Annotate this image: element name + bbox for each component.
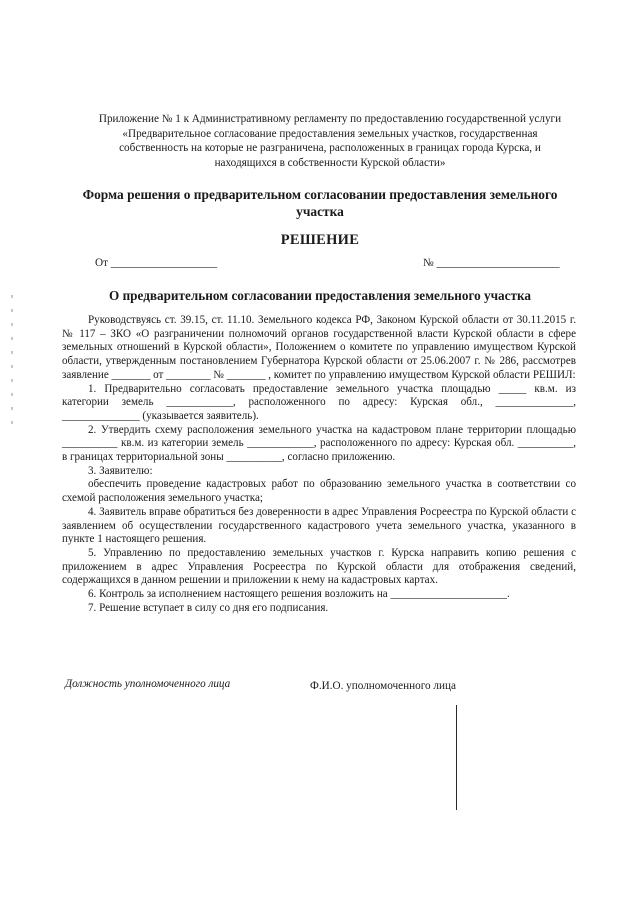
decision-body [62,314,576,615]
appendix-line: Приложение № 1 к Административному регламенту по предоставлению государственной услуги [98,113,562,125]
appendix-line: собственность на которые не разграничена, расположенных в границах города Курска, и [119,142,541,154]
item-3-text: обеспечить проведение кадастровых работ по образованию земельного участка в соответствии со схемой расположения земельного участка; [62,478,576,505]
signatory-position: Должность уполномоченного лица [65,678,231,690]
item-7: 7. Решение вступает в силу со дня его подписания. [88,601,329,614]
decision-subject: О предварительном согласовании предоставления земельного участка [109,288,531,303]
form-title: Форма решения о предварительном согласовании предоставления земельного участка [82,187,558,219]
number-field: № ______________________ [423,257,560,269]
appendix-header [70,112,590,170]
appendix-line: находящихся в собственности Курской области» [214,156,446,169]
signatory-name: Ф.И.О. уполномоченного лица [310,680,456,692]
decision-title: РЕШЕНИЕ [280,232,360,248]
item-1: 1. Предварительно согласовать предоставление земельного участка площадью _____ кв.м. из категории земель ____________, расположенного по адресу: Курская обл., ______________, ______________ (указывается заявитель). [62,382,576,422]
binding-holes [11,295,13,425]
item-4: 4. Заявитель вправе обратиться без доверенности в адрес Управления Росреестра по Курской области с заявлением об осуществлении государственного кадастрового учета земельного участка, указанного в пункте 1 настоящего решения. [62,505,576,546]
item-5: 5. Управлению по предоставлению земельных участков г. Курска направить копию решения с приложением в адрес Управления Росреестра по Курской области для отображения сведений, содержащихся в данном решении и приложении к нему на кадастровых картах. [62,546,576,587]
intro-paragraph: Руководствуясь ст. 39.15, ст. 11.10. Земельного кодекса РФ, Законом Курской области от 30.11.2015 г. № 117 – ЗКО «О разграничении полномочий органов государственной власти Курской области в сфере земельных отношений в Курской области», Положением о комитете по управлению имуществом Курской области, утвержденным постановлением Губернатора Курской области от 25.06.2007 г. № 286, рассмотрев заявление _______ от ________ № _______ , комитет по управлению имуществом Курской области РЕШИЛ: [62,314,576,381]
item-6: 6. Контроль за исполнением настоящего решения возложить на _____________________. [88,588,510,601]
item-3: 3. Заявителю: [88,464,153,477]
item-2: 2. Утвердить схему расположения земельного участка на кадастровом плане территории площадью __________ кв.м. из категории земель ____________, расположенного по адресу: Курская обл. __________, в границах территориальной зоны __________, согласно приложению. [62,423,576,464]
date-field: От ___________________ [95,257,218,269]
appendix-line: «Предварительное согласование предоставления земельных участков, государственная [122,127,538,140]
margin-line [456,705,457,810]
